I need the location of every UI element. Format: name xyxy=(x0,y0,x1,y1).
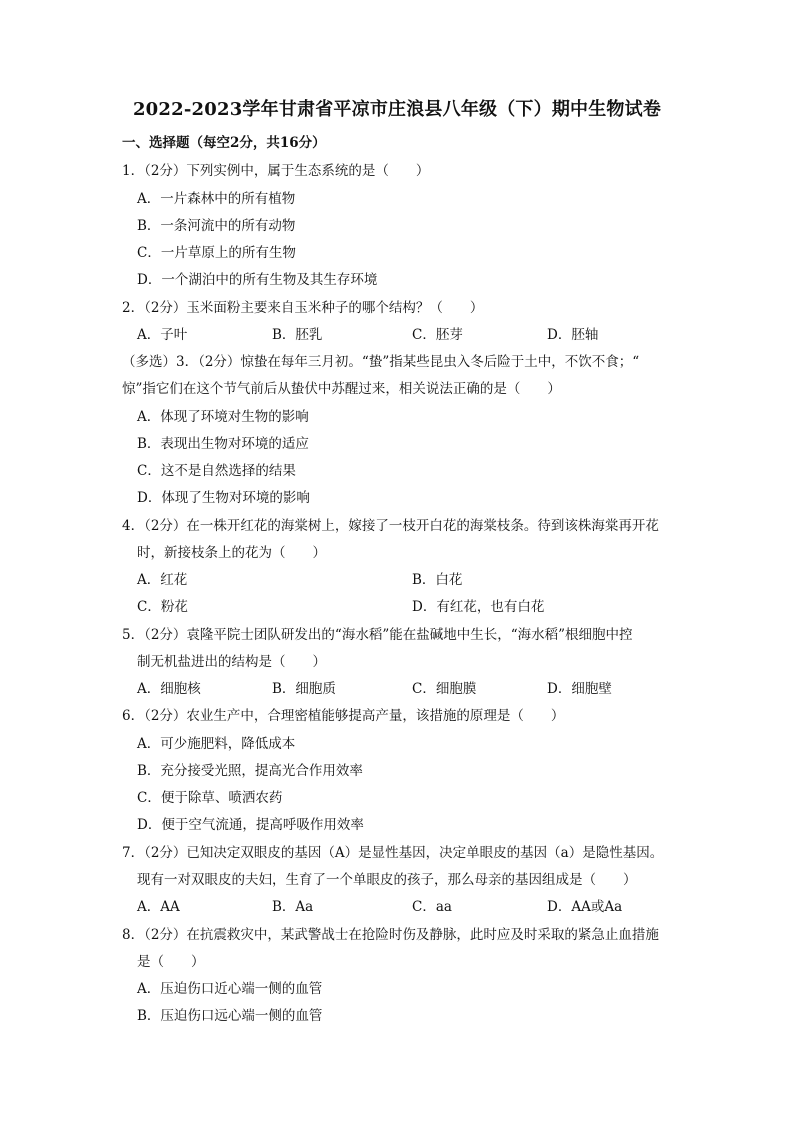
question-6-stem: 6．（2分）农业生产中，合理密植能够提高产量，该措施的原理是（ ） xyxy=(122,708,565,724)
question-5-stem: 5．（2分）袁隆平院士团队研发出的“海水稻”能在盐碱地中生长，“海水稻”根细胞中控 xyxy=(122,627,633,643)
question-5-option-c: C．细胞膜 xyxy=(412,681,477,697)
question-1-stem: 1．（2分）下列实例中，属于生态系统的是（ ） xyxy=(122,163,430,179)
question-7-option-d: D．AA或Aa xyxy=(547,899,623,915)
question-7-option-b: B．Aa xyxy=(272,899,314,915)
question-8-stem: 8．（2分）在抗震救灾中，某武警战士在抢险时伤及静脉，此时应及时采取的紧急止血措施 xyxy=(122,927,659,943)
question-2-option-c: C．胚芽 xyxy=(412,327,463,343)
question-2-stem: 2．（2分）玉米面粉主要来自玉米种子的哪个结构？（ ） xyxy=(122,300,484,316)
question-7-stem-continued: 现有一对双眼皮的夫妇，生育了一个单眼皮的孩子，那么母亲的基因组成是（ ） xyxy=(137,872,637,888)
question-1-option-c: C．一片草原上的所有生物 xyxy=(137,245,296,261)
question-2-option-b: B．胚乳 xyxy=(272,327,323,343)
question-3-option-d: D．体现了生物对环境的影响 xyxy=(137,490,310,506)
question-7-stem: 7．（2分）已知决定双眼皮的基因（A）是显性基因，决定单眼皮的基因（a）是隐性基因。 xyxy=(122,845,664,861)
question-4-option-a: A．红花 xyxy=(137,572,188,588)
question-6-option-d: D．便于空气流通，提高呼吸作用效率 xyxy=(137,817,364,833)
question-3-option-b: B．表现出生物对环境的适应 xyxy=(137,436,309,452)
page-title: 2022-2023学年甘肃省平凉市庄浪县八年级（下）期中生物试卷 xyxy=(132,99,662,120)
question-5-option-a: A．细胞核 xyxy=(137,681,201,697)
question-7-option-c: C．aa xyxy=(412,899,452,915)
question-5-option-d: D．细胞壁 xyxy=(547,681,612,697)
question-3-stem-continued: 惊”指它们在这个节气前后从蛰伏中苏醒过来，相关说法正确的是（ ） xyxy=(122,381,561,397)
question-8-option-b: B．压迫伤口远心端一侧的血管 xyxy=(137,1008,323,1024)
question-3-option-a: A．体现了环境对生物的影响 xyxy=(137,409,309,425)
question-3-stem: （多选）3．（2分）惊蛰在每年三月初。“蛰”指某些昆虫入冬后险于土中，不饮不食；“ xyxy=(122,354,640,370)
question-1-option-a: A．一片森林中的所有植物 xyxy=(137,191,296,207)
question-4-option-c: C．粉花 xyxy=(137,599,188,615)
question-6-option-a: A．可少施肥料，降低成本 xyxy=(137,736,296,752)
question-7-option-a: A．AA xyxy=(137,899,180,915)
question-4-option-b: B．白花 xyxy=(412,572,463,588)
question-4-option-d: D．有红花，也有白花 xyxy=(412,599,545,615)
question-4-stem-continued: 时，新接枝条上的花为（ ） xyxy=(137,545,326,561)
question-1-option-d: D．一个湖泊中的所有生物及其生存环境 xyxy=(137,272,378,288)
question-5-option-b: B．细胞质 xyxy=(272,681,336,697)
question-8-stem-continued: 是（ ） xyxy=(137,954,205,970)
question-6-option-c: C．便于除草、喷洒农药 xyxy=(137,790,283,806)
question-6-option-b: B．充分接受光照，提高光合作用效率 xyxy=(137,763,363,779)
question-2-option-d: D．胚轴 xyxy=(547,327,599,343)
question-2-option-a: A．子叶 xyxy=(137,327,188,343)
section-header: 一、选择题（每空2分，共16分） xyxy=(122,135,326,151)
question-3-option-c: C．这不是自然选择的结果 xyxy=(137,463,296,479)
question-5-stem-continued: 制无机盐进出的结构是（ ） xyxy=(137,654,326,670)
question-8-option-a: A．压迫伤口近心端一侧的血管 xyxy=(137,981,323,997)
question-1-option-b: B．一条河流中的所有动物 xyxy=(137,218,296,234)
question-4-stem: 4．（2分）在一株开红花的海棠树上，嫁接了一枝开白花的海棠枝条。待到该株海棠再开花 xyxy=(122,518,659,534)
